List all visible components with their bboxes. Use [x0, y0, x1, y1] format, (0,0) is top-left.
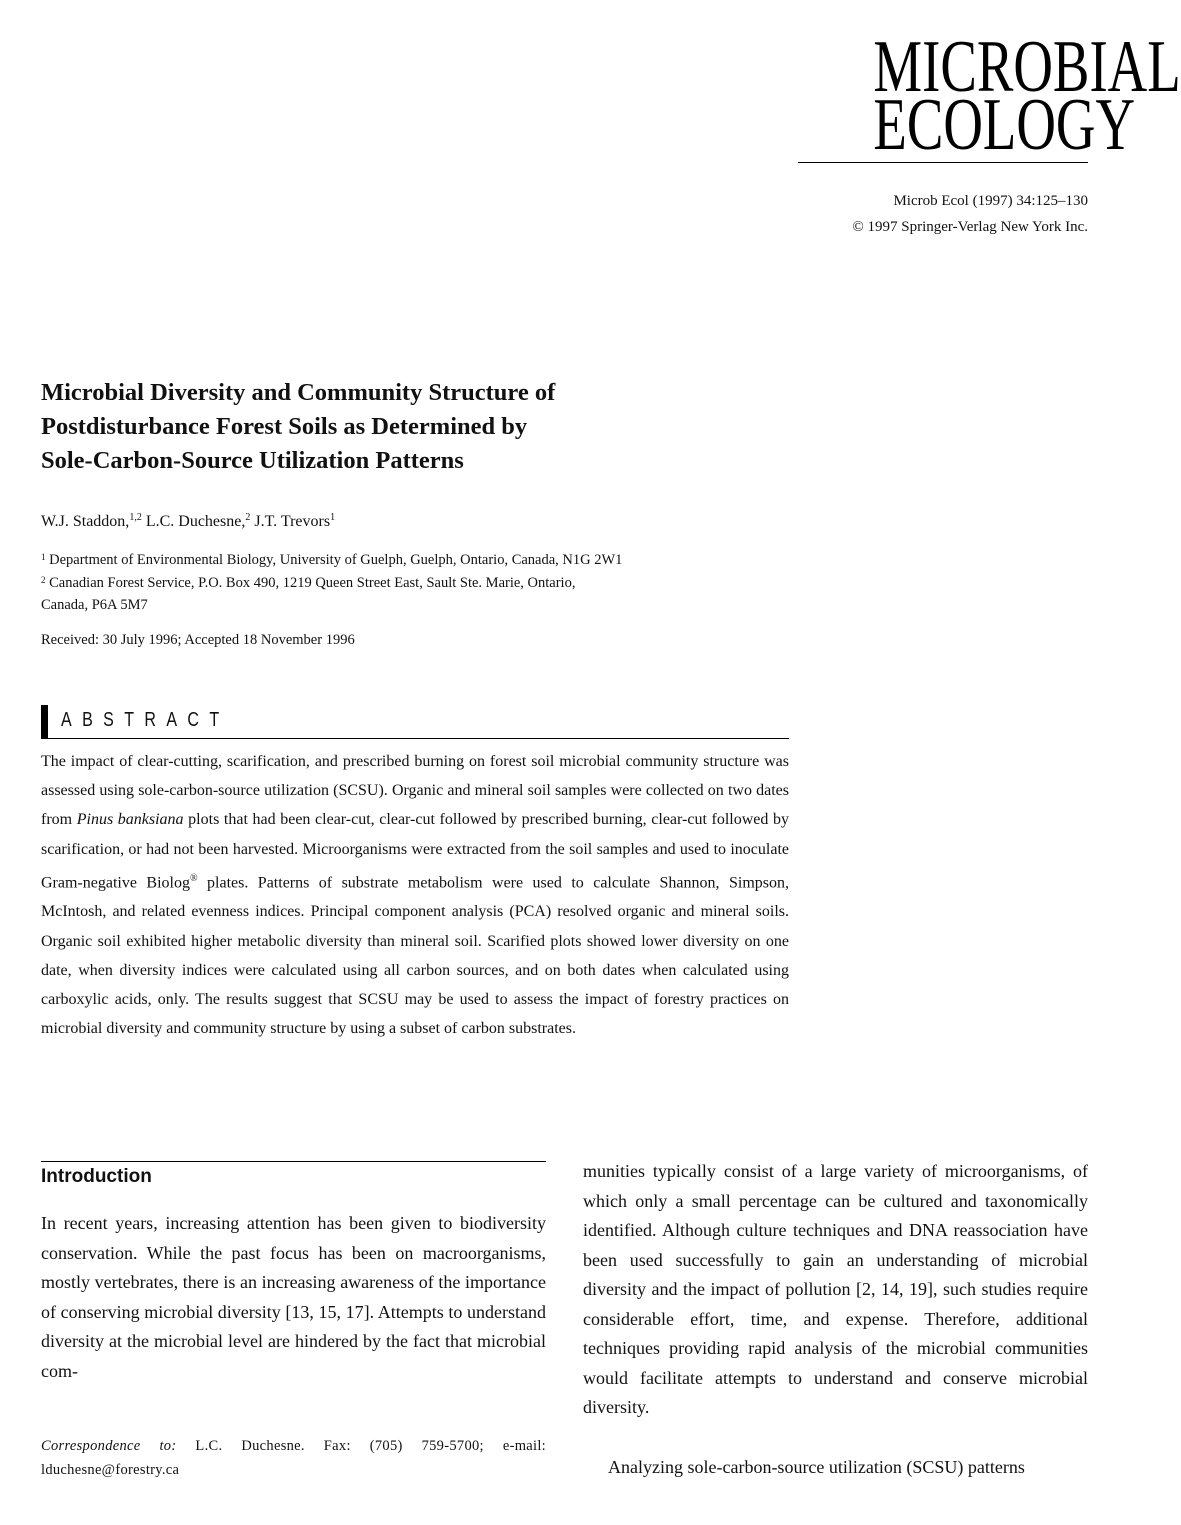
- journal-logo-line2: ECOLOGY: [873, 84, 1136, 166]
- author-name: W.J. Staddon,: [41, 513, 130, 530]
- author-affil-marker: 2: [245, 512, 251, 523]
- introduction-next-paragraph: Analyzing sole-carbon-source utilization (SCSU) patterns: [608, 1457, 1025, 1477]
- introduction-right-column: munities typically consist of a large variety of microorganisms, of which only a small percentage can be cultured and taxonomically identified. Although culture techniques and DNA reassociation have been used successfully to gain an understanding of microbial diversity and the impact of pollution [2, 14, 19], such studies require considerable effort, time, and expense. Therefore, additional techniques providing rapid analysis of the microbial communities would facilitate attempts to understand and conserve microbial diversity.: [583, 1161, 1088, 1417]
- abstract-heading: [41, 705, 789, 739]
- title-line: Postdisturbance Forest Soils as Determined by: [41, 413, 528, 440]
- affiliations: [41, 549, 761, 617]
- registered-mark: ®: [189, 872, 198, 884]
- introduction-left-column: In recent years, increasing attention has been given to biodiversity conservation. While the past focus has been on macroorganisms, mostly vertebrates, there is an increasing awareness of the importance of conserving microbial diversity [13, 15, 17]. Attempts to understand diversity at the microbial level are hindered by the fact that microbial com-: [41, 1213, 546, 1381]
- journal-logo: [798, 26, 1181, 166]
- footnote-text: L.C. Duchesne. Fax: (705) 759-5700; e-mail: lduchesne@forestry.ca: [41, 1438, 546, 1478]
- affiliation: [41, 572, 761, 595]
- author-affil-marker: 1,2: [129, 512, 142, 523]
- author-list: [41, 510, 335, 534]
- affil-marker: 2: [41, 574, 46, 585]
- article-title: [41, 376, 741, 478]
- received-dates: Received: 30 July 1996; Accepted 18 November 1996: [41, 632, 355, 648]
- abstract-text-part: plates. Patterns of substrate metabolism were used to calculate Shannon, Simpson, McIntosh, and related evenness indices. Principal component analysis (PCA) resolved organic and mineral soils. Organic soil exhibited higher metabolic diversity than mineral soil. Scarified plots showed lower diversity on one date, when diversity indices were calculated using all carbon sources, and on both dates when calculated using carboxylic acids, only. The results suggest that SCSU may be used to assess the impact of forestry practices on microbial diversity and community structure by using a subset of carbon substrates.: [41, 874, 789, 1038]
- abstract-text-part: plots that had been clear-cut, clear-cut followed by prescribed burning, clear-cut followed by scarification, or had not been harvested. Microorganisms were extracted from the soil samples and used to inoculate Gram-negative Biolog: [41, 811, 790, 892]
- affil-marker: 1: [41, 552, 46, 562]
- introduction-heading: Introduction: [41, 1161, 546, 1190]
- copyright: © 1997 Springer-Verlag New York Inc.: [852, 219, 1088, 235]
- abstract-heading-label: ABSTRACT: [61, 709, 230, 731]
- author-affil-marker: 1: [330, 512, 336, 523]
- species-name: Pinus banksiana: [76, 811, 184, 829]
- title-line: Sole-Carbon-Source Utilization Patterns: [41, 447, 464, 474]
- footnote-label: Correspondence to:: [41, 1438, 177, 1454]
- journal-logo-line1: MICROBIAL: [873, 26, 1181, 108]
- abstract-text: [41, 747, 789, 1043]
- correspondence-footnote: [41, 1434, 546, 1482]
- abstract-heading-bar: [41, 705, 48, 738]
- affiliation-text: Department of Environmental Biology, University of Guelph, Guelph, Ontario, Canada, N1G 2W1: [49, 552, 623, 568]
- title-line: Microbial Diversity and Community Structure of: [41, 379, 556, 406]
- abstract-text-part: The impact of clear-cutting, scarification, and prescribed burning on forest soil microbial community structure was assessed using sole-carbon-source utilization (SCSU). Organic and mineral soil samples were collected on two dates from: [41, 753, 789, 829]
- citation-block: [852, 188, 1088, 240]
- affiliation: [41, 549, 761, 572]
- affiliation-text: Canadian Forest Service, P.O. Box 490, 1219 Queen Street East, Sault Ste. Marie, Ontario,: [49, 574, 576, 591]
- author-name: L.C. Duchesne,: [145, 513, 246, 530]
- affiliation-continued: Canada, P6A 5M7: [41, 597, 148, 613]
- author-name: J.T. Trevors: [254, 513, 331, 530]
- citation: Microb Ecol (1997) 34:125–130: [893, 193, 1088, 209]
